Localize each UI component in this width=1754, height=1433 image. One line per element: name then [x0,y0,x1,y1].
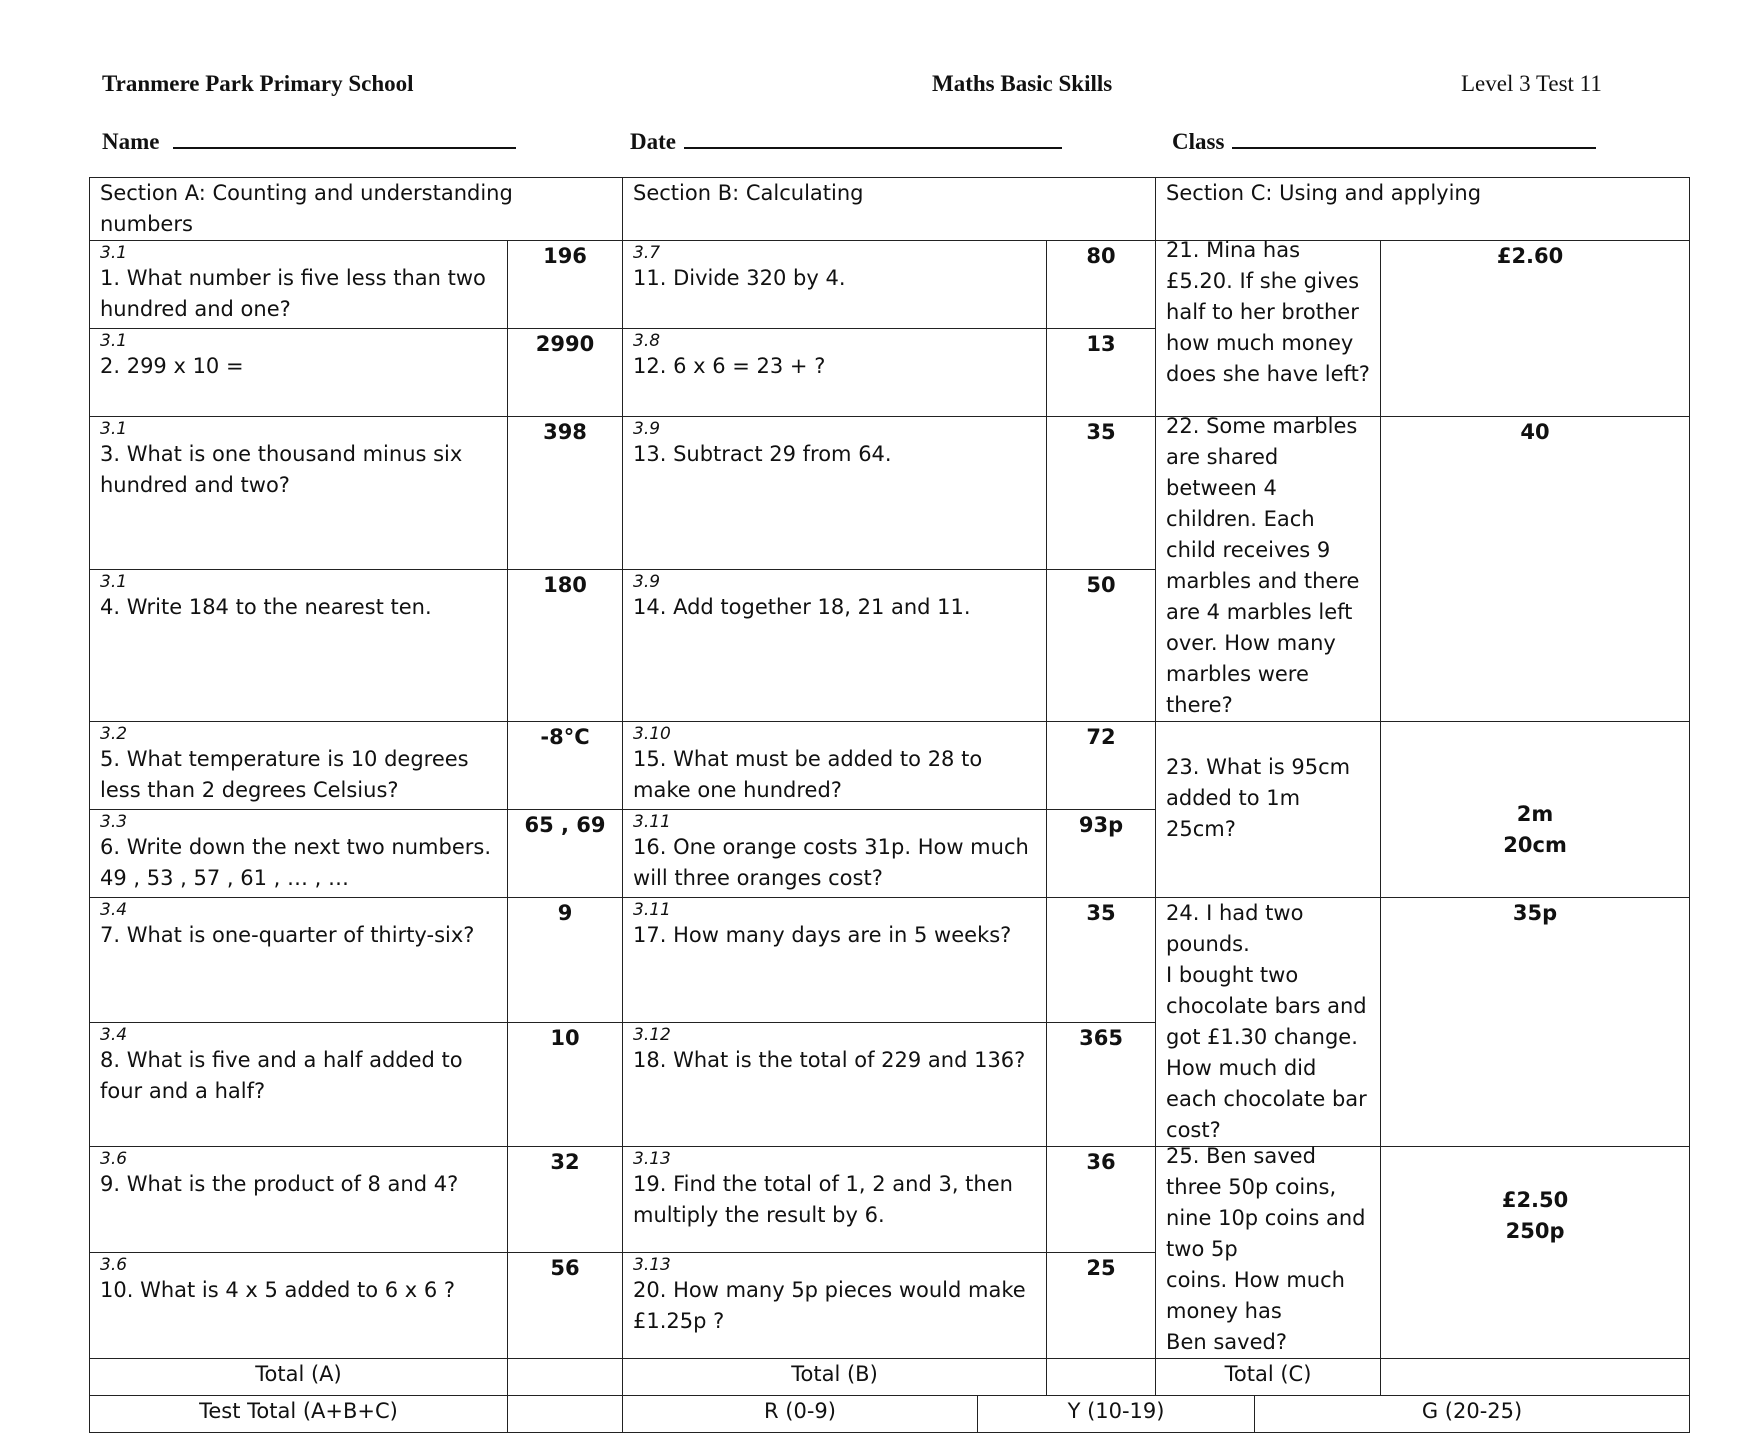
band-r: R (0-9) [623,1396,978,1433]
answer-25: £2.50 250p [1381,1147,1690,1359]
question-cell-25: 25. Ben saved three 50p coins, nine 10p coins and two 5p coins. How much money has Ben saved? [1156,1147,1381,1359]
question-cell-17: 3.11 17. How many days are in 5 weeks? [623,898,1047,1023]
question-cell-7: 3.4 7. What is one-quarter of thirty-six? [90,898,508,1023]
test-table [89,177,1690,1433]
answer-1: 196 [508,241,623,329]
test-total-box[interactable] [508,1396,623,1433]
name-field[interactable] [102,125,516,155]
question-row [90,722,1690,810]
question-row [90,241,1690,329]
test-total-label: Test Total (A+B+C) [90,1396,508,1433]
question-cell-8: 3.4 8. What is five and a half added to four and a half? [90,1022,508,1147]
question-cell-21: 21. Mina has £5.20. If she gives half to her brother how much money does she have left? [1156,241,1381,417]
question-cell-22: 22. Some marbles are shared between 4 children. Each child receives 9 marbles and there are 4 marbles left over. How many marbles were there? [1156,417,1381,722]
question-cell-24: 24. I had two pounds. I bought two chocolate bars and got £1.30 change. How much did each chocolate bar cost? [1156,898,1381,1147]
question-cell-3: 3.1 3. What is one thousand minus six hundred and two? [90,417,508,570]
answer-18: 365 [1047,1022,1156,1147]
date-line[interactable] [684,125,1062,149]
answer-5: -8°C [508,722,623,810]
total-c-label: Total (C) [1156,1359,1381,1396]
answer-3: 398 [508,417,623,570]
subject-title: Maths Basic Skills [932,71,1113,96]
answer-7: 9 [508,898,623,1023]
name-label: Name [102,129,160,154]
answer-11: 80 [1047,241,1156,329]
question-cell-13: 3.9 13. Subtract 29 from 64. [623,417,1047,570]
class-label: Class [1172,129,1225,154]
total-b-box[interactable] [1047,1359,1156,1396]
question-row [90,1147,1690,1253]
total-a-box[interactable] [508,1359,623,1396]
total-b-label: Total (B) [623,1359,1047,1396]
question-cell-19: 3.13 19. Find the total of 1, 2 and 3, then multiply the result by 6. [623,1147,1047,1253]
answer-17: 35 [1047,898,1156,1023]
answer-16: 93p [1047,810,1156,898]
band-g: G (20-25) [1255,1396,1690,1433]
question-cell-11: 3.7 11. Divide 320 by 4. [623,241,1047,329]
question-cell-1: 3.1 1. What number is five less than two hundred and one? [90,241,508,329]
answer-14: 50 [1047,569,1156,722]
answer-8: 10 [508,1022,623,1147]
question-cell-12: 3.8 12. 6 x 6 = 23 + ? [623,329,1047,417]
class-line[interactable] [1232,125,1596,149]
question-cell-20: 3.13 20. How many 5p pieces would make £1.25p ? [623,1253,1047,1359]
question-row [90,898,1690,1023]
answer-4: 180 [508,569,623,722]
answer-6: 65 , 69 [508,810,623,898]
answer-22: 40 [1381,417,1690,722]
question-cell-5: 3.2 5. What temperature is 10 degrees less than 2 degrees Celsius? [90,722,508,810]
question-cell-23: 23. What is 95cm added to 1m 25cm? [1156,722,1381,898]
level-label: Level 3 Test 11 [1461,71,1602,96]
answer-23: 2m 20cm [1381,722,1690,898]
school-name: Tranmere Park Primary School [102,71,414,96]
answer-19: 36 [1047,1147,1156,1253]
answer-2: 2990 [508,329,623,417]
section-header-row [90,178,1690,241]
answer-20: 25 [1047,1253,1156,1359]
answer-10: 56 [508,1253,623,1359]
question-row [90,417,1690,570]
answer-9: 32 [508,1147,623,1253]
date-label: Date [630,129,676,154]
answer-12: 13 [1047,329,1156,417]
test-total-row [90,1396,1690,1433]
answer-15: 72 [1047,722,1156,810]
section-a-header: Section A: Counting and understanding numbers [90,178,623,241]
answer-21: £2.60 [1381,241,1690,417]
date-field[interactable] [630,125,1062,155]
question-cell-2: 3.1 2. 299 x 10 = [90,329,508,417]
question-cell-6: 3.3 6. Write down the next two numbers. 49 , 53 , 57 , 61 , … , … [90,810,508,898]
question-cell-15: 3.10 15. What must be added to 28 to make one hundred? [623,722,1047,810]
totals-row [90,1359,1690,1396]
band-y: Y (10-19) [978,1396,1255,1433]
question-cell-18: 3.12 18. What is the total of 229 and 136? [623,1022,1047,1147]
answer-24: 35p [1381,898,1690,1147]
section-b-header: Section B: Calculating [623,178,1156,241]
total-c-box[interactable] [1381,1359,1690,1396]
total-a-label: Total (A) [90,1359,508,1396]
question-cell-10: 3.6 10. What is 4 x 5 added to 6 x 6 ? [90,1253,508,1359]
class-field[interactable] [1172,125,1596,155]
question-cell-9: 3.6 9. What is the product of 8 and 4? [90,1147,508,1253]
question-cell-4: 3.1 4. Write 184 to the nearest ten. [90,569,508,722]
answer-13: 35 [1047,417,1156,570]
name-line[interactable] [173,125,516,149]
question-cell-14: 3.9 14. Add together 18, 21 and 11. [623,569,1047,722]
section-c-header: Section C: Using and applying [1156,178,1690,241]
question-cell-16: 3.11 16. One orange costs 31p. How much will three oranges cost? [623,810,1047,898]
